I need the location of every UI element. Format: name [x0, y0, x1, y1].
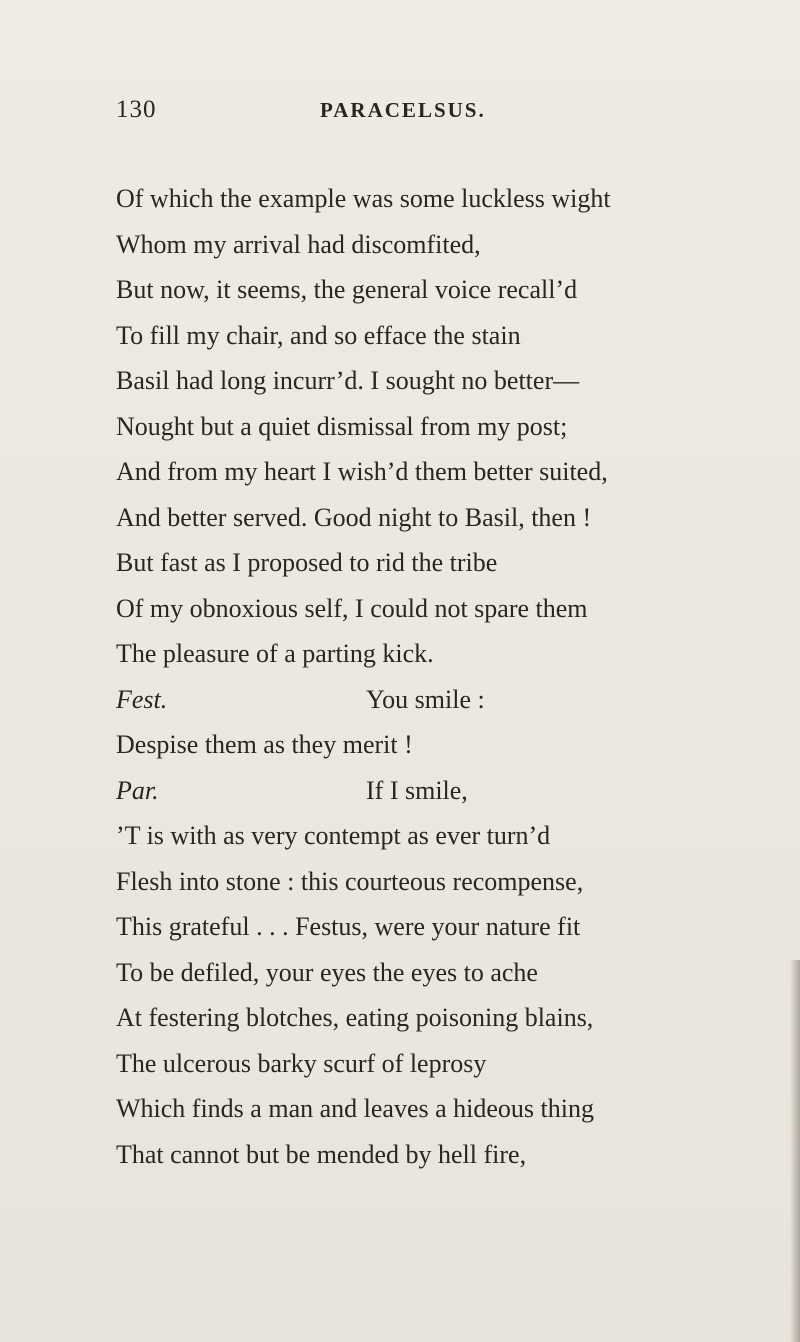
verse-line: And from my heart I wish’d them better suited, — [116, 457, 608, 486]
verse-line-dialogue: Fest. You smile : — [116, 677, 756, 723]
verse-line: That cannot but be mended by hell fire, — [116, 1139, 527, 1169]
verse-line: Basil had long incurr’d. I sought no better— — [116, 366, 580, 395]
verse-line: But fast as I proposed to rid the tribe — [116, 548, 498, 577]
verse-line: To be defiled, your eyes the eyes to ache — [116, 957, 538, 987]
verse-line: At festering blotches, eating poisoning blains, — [116, 1003, 594, 1032]
verse-block — [116, 176, 756, 1177]
verse-line: Of my obnoxious self, I could not spare them — [116, 593, 588, 623]
verse-line: The ulcerous barky scurf of leprosy — [116, 1048, 487, 1078]
verse-line: The pleasure of a parting kick. — [116, 639, 434, 668]
verse-line: And better served. Good night to Basil, then ! — [116, 502, 592, 532]
verse-line: Of which the example was some luckless wight — [116, 184, 611, 213]
verse-line: Despise them as they merit ! — [116, 730, 413, 759]
verse-line: Nought but a quiet dismissal from my post; — [116, 411, 568, 441]
running-head — [0, 96, 800, 136]
running-title: PARACELSUS. — [320, 98, 486, 122]
verse-line-dialogue: Par. If I smile, — [116, 768, 756, 814]
verse-line: Flesh into stone : this courteous recompense, — [116, 866, 584, 896]
verse-line: But now, it seems, the general voice recall’d — [116, 275, 578, 304]
verse-line: Which finds a man and leaves a hideous thing — [116, 1094, 594, 1123]
page-number: 130 — [116, 96, 157, 123]
verse-line: Whom my arrival had discomfited, — [116, 229, 481, 259]
verse-line: This grateful . . . Festus, were your nature fit — [116, 912, 581, 941]
verse-line: ’T is with as very contempt as ever turn’d — [116, 821, 551, 850]
page-edge-shadow — [790, 960, 800, 1342]
speaker-label: Par. — [116, 775, 159, 805]
speaker-label: Fest. — [116, 684, 168, 714]
verse-line: To fill my chair, and so efface the stain — [116, 320, 521, 350]
